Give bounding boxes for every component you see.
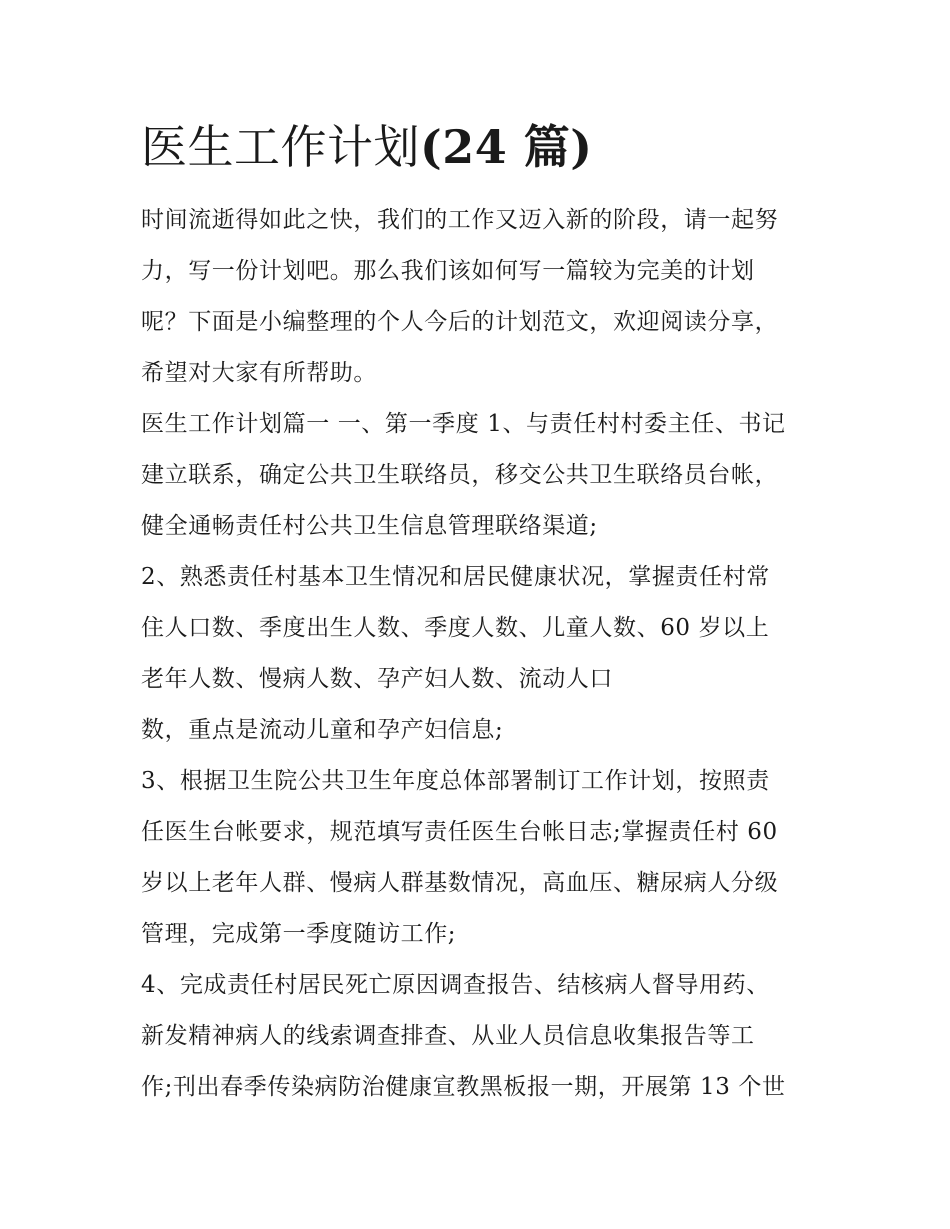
plan-paragraph-3 [141,756,811,960]
text-line: 建立联系，确定公共卫生联络员，移交公共卫生联络员台帐， [141,462,779,488]
text-line: 呢？下面是小编整理的个人今后的计划范文，欢迎阅读分享， [141,309,779,335]
text-line: 任医生台帐要求，规范填写责任医生台帐日志;掌握责任村 60 [141,819,778,845]
text-line: 岁以上老年人群、慢病人群基数情况，高血压、糖尿病人分级 [141,870,779,896]
document-body [141,112,811,1113]
text-line: 住人口数、季度出生人数、季度人数、儿童人数、60 岁以上 [141,615,770,641]
title-text: 医生工作计划 [141,120,420,174]
intro-paragraph [141,195,811,399]
text-line: 健全通畅责任村公共卫生信息管理联络渠道; [141,513,598,539]
text-line: 新发精神病人的线索调查排查、从业人员信息收集报告等工 [141,1023,755,1049]
text-line: 数，重点是流动儿童和孕产妇信息; [141,717,504,743]
plan-paragraph-1 [141,399,811,552]
document-title [141,112,811,182]
title-count: (24 篇) [420,120,593,174]
text-line: 管理，完成第一季度随访工作; [141,921,457,947]
text-line: 力，写一份计划吧。那么我们该如何写一篇较为完美的计划 [141,258,755,284]
text-line: 作;刊出春季传染病防治健康宣教黑板报一期，开展第 13 个世 [141,1074,786,1100]
text-line: 3、根据卫生院公共卫生年度总体部署制订工作计划，按照责 [141,768,770,794]
plan-paragraph-4 [141,960,811,1113]
text-line: 医生工作计划篇一 一、第一季度 1、与责任村村委主任、书记 [141,411,786,437]
text-line: 时间流逝得如此之快，我们的工作又迈入新的阶段，请一起努 [141,207,779,233]
text-line: 2、熟悉责任村基本卫生情况和居民健康状况，掌握责任村常 [141,564,770,590]
plan-paragraph-2 [141,552,811,756]
text-line: 老年人数、慢病人数、孕产妇人数、流动人口 [141,666,613,692]
text-line: 希望对大家有所帮助。 [141,360,377,386]
text-line: 4、完成责任村居民死亡原因调查报告、结核病人督导用药、 [141,972,770,998]
